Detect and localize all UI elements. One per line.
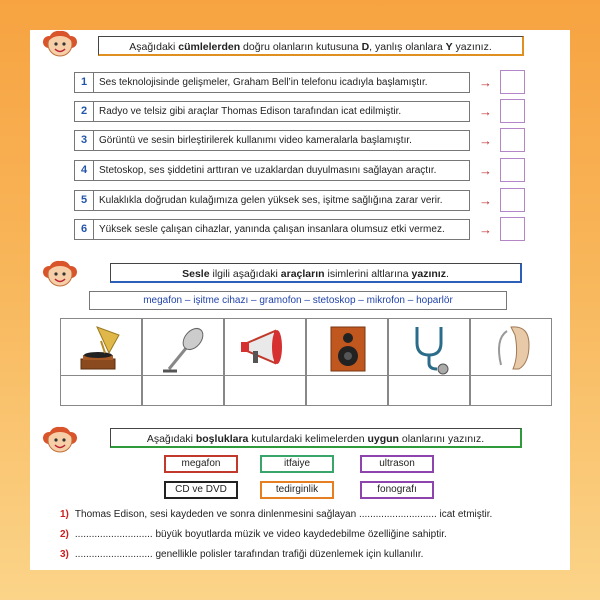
girl-face-icon bbox=[42, 26, 78, 62]
megaphone-image bbox=[224, 318, 306, 376]
microphone-image bbox=[142, 318, 224, 376]
gramophone-label-box[interactable] bbox=[60, 376, 142, 406]
statement-text: Kulaklıkla doğrudan kulağımıza gelen yüksek ses, işitme sağlığına zarar verir. bbox=[94, 190, 470, 211]
stethoscope-icon bbox=[389, 319, 471, 377]
word-box: fonografı bbox=[360, 481, 434, 499]
stethoscope-image bbox=[388, 318, 470, 376]
answer-box[interactable] bbox=[500, 188, 525, 212]
stethoscope-label-box[interactable] bbox=[388, 376, 470, 406]
statement-text: Radyo ve telsiz gibi araçlar Thomas Edison tarafından icat edilmiştir. bbox=[94, 101, 470, 122]
statement-text: Yüksek sesle çalışan cihazlar, yanında çalışan insanlara olumsuz etki vermez. bbox=[94, 219, 470, 240]
section1-instruction: Aşağıdaki cümlelerden doğru olanların kutusuna D, yanlış olanlara Y yazınız. bbox=[98, 36, 524, 56]
statement-number: 6 bbox=[74, 219, 94, 240]
statement-text: Görüntü ve sesin birleştirilerek kullanımı video kameralarla başlamıştır. bbox=[94, 130, 470, 151]
answer-box[interactable] bbox=[500, 128, 525, 152]
word-box: itfaiye bbox=[260, 455, 334, 473]
megaphone-label-box[interactable] bbox=[224, 376, 306, 406]
arrow-right-icon: → bbox=[479, 104, 492, 119]
arrow-right-icon: → bbox=[479, 163, 492, 178]
word-box: ultrason bbox=[360, 455, 434, 473]
microphone-icon bbox=[143, 319, 225, 377]
section3-instruction: Aşağıdaki boşluklara kutulardaki kelimelerden uygun olanlarını yazınız. bbox=[110, 428, 522, 448]
hearing-aid-label-box[interactable] bbox=[470, 376, 552, 406]
statement-number: 3 bbox=[74, 130, 94, 151]
gramophone-icon bbox=[61, 319, 143, 377]
girl-face-icon bbox=[42, 256, 78, 292]
answer-box[interactable] bbox=[500, 217, 525, 241]
word-box: CD ve DVD bbox=[164, 481, 238, 499]
answer-box[interactable] bbox=[500, 70, 525, 94]
girl-face-icon bbox=[42, 422, 78, 458]
word-box: megafon bbox=[164, 455, 238, 473]
section2-instruction: Sesle ilgili aşağıdaki araçların isimlerini altlarına yazınız. bbox=[110, 263, 522, 283]
statement-text: Ses teknolojisinde gelişmeler, Graham Bell’in telefonu icadıyla başlamıştır. bbox=[94, 72, 470, 93]
speaker-label-box[interactable] bbox=[306, 376, 388, 406]
megaphone-icon bbox=[225, 319, 307, 377]
fill-sentence: 2) ............................ büyük boyutlarda müzik ve video kaydedebilme özelliğine sahiptir. bbox=[60, 529, 447, 540]
statement-number: 1 bbox=[74, 72, 94, 93]
worksheet bbox=[30, 30, 570, 570]
statement-number: 4 bbox=[74, 160, 94, 181]
statement-number: 5 bbox=[74, 190, 94, 211]
arrow-right-icon: → bbox=[479, 222, 492, 237]
fill-sentence: 3) ............................ genellikle polisler tarafından trafiği düzenlemek için kullanılır. bbox=[60, 549, 424, 560]
tool-names-list: megafon – işitme cihazı – gramofon – stetoskop – mikrofon – hoparlör bbox=[89, 291, 507, 310]
answer-box[interactable] bbox=[500, 99, 525, 123]
speaker-image bbox=[306, 318, 388, 376]
microphone-label-box[interactable] bbox=[142, 376, 224, 406]
hearing-aid-image bbox=[470, 318, 552, 376]
word-box: tedirginlik bbox=[260, 481, 334, 499]
arrow-right-icon: → bbox=[479, 133, 492, 148]
answer-box[interactable] bbox=[500, 158, 525, 182]
gramophone-image bbox=[60, 318, 142, 376]
arrow-right-icon: → bbox=[479, 75, 492, 90]
fill-sentence: 1) Thomas Edison, sesi kaydeden ve sonra dinlenmesini sağlayan ............................ icat etmiştir. bbox=[60, 509, 493, 520]
statement-text: Stetoskop, ses şiddetini arttıran ve uzaklardan duyulmasını sağlayan araçtır. bbox=[94, 160, 470, 181]
statement-number: 2 bbox=[74, 101, 94, 122]
arrow-right-icon: → bbox=[479, 193, 492, 208]
hearing-aid-icon bbox=[471, 319, 553, 377]
speaker-icon bbox=[307, 319, 389, 377]
